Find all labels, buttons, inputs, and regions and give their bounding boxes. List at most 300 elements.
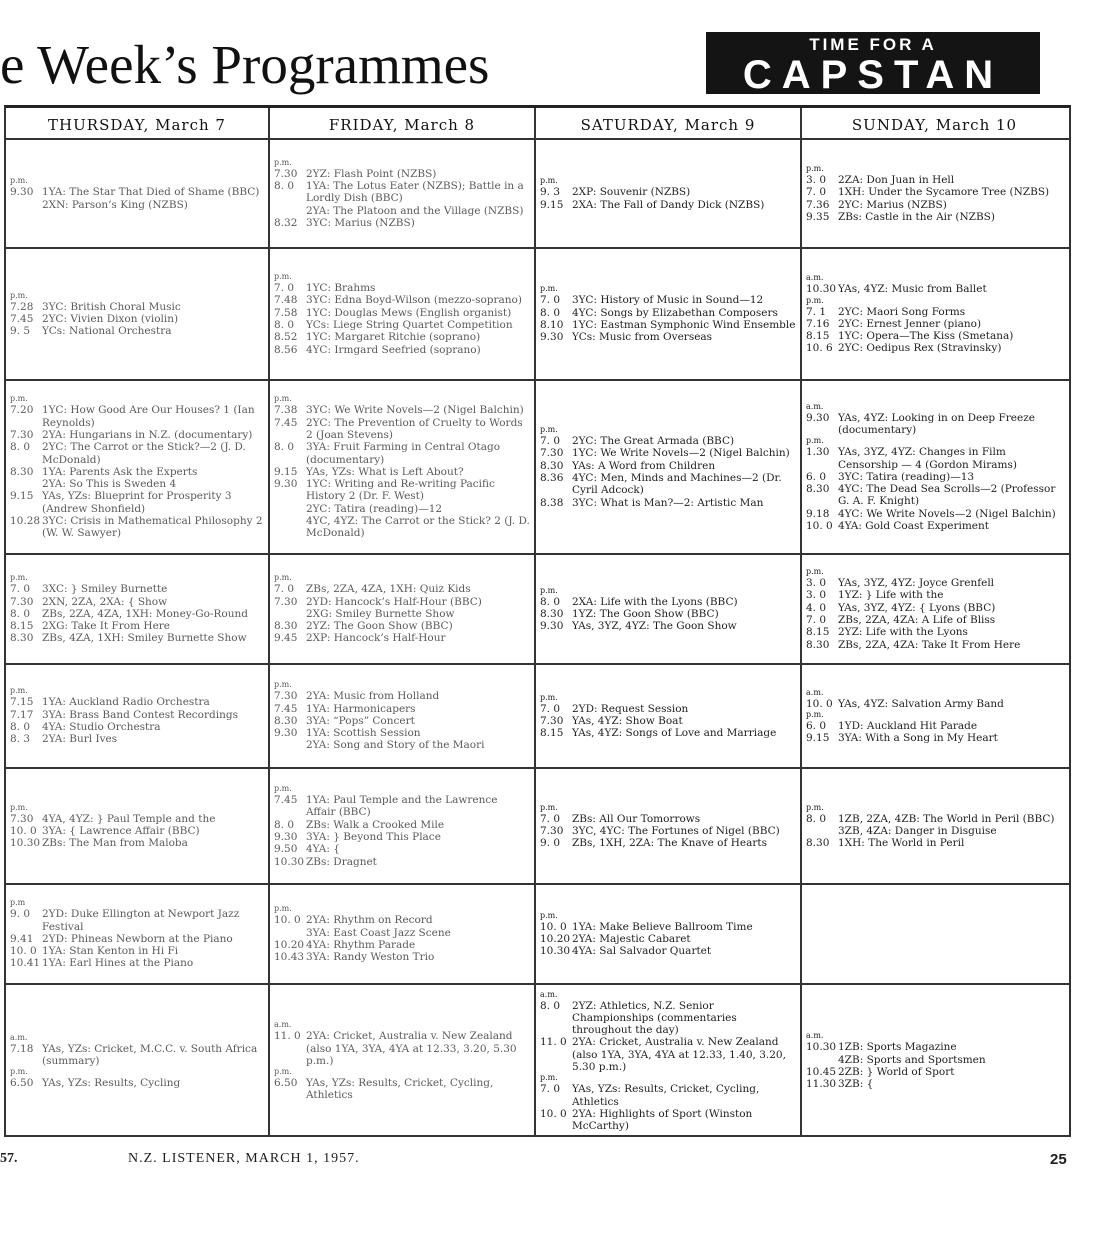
programme-entry	[10, 837, 264, 849]
programme-entry	[274, 331, 530, 343]
time-period-label: p.m.	[806, 567, 824, 577]
programme-entry	[806, 1066, 1063, 1078]
programme-cell	[270, 885, 534, 983]
programme-description: 2ZB: } World of Sport	[838, 1066, 955, 1078]
programme-entry	[10, 721, 264, 733]
programme-entry	[274, 404, 530, 416]
programme-time	[806, 825, 838, 837]
time-period-label: p.m.	[540, 585, 558, 595]
programme-description: 1YA: The Lotus Eater (NZBS); Battle in a Lordly Dish (BBC)	[306, 180, 524, 205]
programme-time	[274, 608, 306, 620]
programme-entry	[806, 602, 1063, 614]
programme-time: 8.38	[540, 496, 564, 509]
programme-description: 2YC: The Great Armada (BBC)	[572, 435, 735, 448]
programme-description: 4YA: {	[306, 843, 340, 856]
programme-time: 8.15	[540, 727, 564, 740]
programme-time: 7.30	[10, 595, 34, 608]
programme-entry	[10, 596, 264, 608]
programme-entry	[10, 478, 264, 490]
programme-entry	[806, 186, 1063, 198]
programme-entry	[806, 732, 1063, 744]
programme-description: 1XH: Under the Sycamore Tree (NZBS)	[838, 186, 1050, 199]
programme-entry	[10, 813, 264, 825]
programme-cell	[6, 665, 268, 767]
programme-description: 3XC: } Smiley Burnette	[42, 583, 168, 596]
programme-time: 10. 0	[806, 520, 833, 533]
programme-time: 9.18	[806, 507, 830, 520]
advert-brand: CAPSTAN	[742, 53, 1004, 97]
programme-entry	[540, 933, 796, 945]
programme-description: YAs, 3YZ, 4YZ: The Goon Show	[572, 620, 737, 633]
programme-time: 8.15	[806, 626, 830, 639]
programme-entry	[540, 715, 796, 727]
programme-time: 6. 0	[806, 719, 827, 732]
programme-cell	[536, 555, 800, 663]
programme-entry	[540, 921, 796, 933]
programme-description: 2XP: Souvenir (NZBS)	[572, 186, 691, 199]
programme-entry	[806, 283, 1063, 295]
programme-time: 10.30	[806, 1041, 837, 1054]
programme-description: 4YC: The Dead Sea Scrolls—2 (Professor G. A. F. Knight)	[838, 483, 1056, 508]
programme-entry	[10, 696, 264, 708]
programme-entry	[10, 186, 264, 198]
programme-cell	[536, 249, 800, 379]
programme-time: 9.15	[806, 732, 830, 745]
time-period-label: p.m.	[806, 295, 824, 305]
programme-entry	[540, 186, 796, 198]
programme-entry	[540, 1036, 796, 1073]
programme-time: 10.43	[274, 951, 305, 964]
programme-time: 10. 0	[540, 1107, 567, 1120]
programme-time: 7.30	[274, 167, 298, 180]
programme-description: ZBs, 2ZA, 4ZA: A Life of Bliss	[838, 614, 996, 626]
programme-time: 7.28	[10, 300, 34, 313]
programme-entry	[274, 180, 530, 205]
programme-time: 9. 0	[540, 837, 561, 850]
programme-entry	[274, 939, 530, 951]
programme-description: 2YD: Phineas Newborn at the Piano	[42, 932, 233, 945]
time-period-label: p.m.	[806, 709, 824, 719]
programme-entry	[274, 1077, 530, 1102]
programme-description: 1ZB: Sports Magazine	[838, 1041, 957, 1054]
time-period-label: a.m.	[806, 273, 824, 283]
programme-description: ZBs, 2ZA, 4ZA, 1XH: Money-Go-Round	[42, 607, 248, 620]
programme-description: 2ZA: Don Juan in Hell	[838, 173, 955, 186]
time-period-label: p.m.	[540, 1073, 558, 1083]
programme-time: 6. 0	[806, 470, 827, 483]
programme-time: 7.30	[540, 447, 564, 460]
programme-time: 8.56	[274, 343, 298, 356]
programme-description: 2YA: Hungarians in N.Z. (documentary)	[42, 428, 253, 441]
programme-time: 8. 0	[540, 306, 561, 319]
programme-cell	[6, 249, 268, 379]
programme-entry	[274, 727, 530, 739]
programme-time	[10, 199, 42, 211]
programme-entry	[10, 620, 264, 632]
programme-entry	[274, 596, 530, 608]
programme-cell	[270, 665, 534, 767]
programme-time: 3. 0	[806, 589, 827, 602]
programme-cell	[6, 381, 268, 553]
programme-entry	[10, 933, 264, 945]
programme-cell	[536, 381, 800, 553]
programme-time: 7.45	[10, 312, 34, 325]
programme-description: 1YZ: } Life with the	[838, 589, 944, 602]
programme-description: YAs, 4YZ: Songs of Love and Marriage	[572, 727, 777, 740]
programme-time: 9.41	[10, 932, 34, 945]
programme-time: 7. 0	[806, 614, 827, 626]
programme-cell	[6, 140, 268, 247]
programme-description: 2YZ: Life with the Lyons	[838, 626, 968, 639]
programme-entry	[274, 319, 530, 331]
programme-time: 8. 0	[540, 999, 561, 1012]
programme-time: 10.30	[274, 855, 305, 868]
programme-description: 3YC: Edna Boyd-Wilson (mezzo-soprano)	[306, 294, 522, 307]
programme-cell	[6, 769, 268, 883]
programme-time: 7.58	[274, 306, 298, 319]
programme-time: 8.30	[10, 465, 34, 478]
programme-description: 2XN: Parson’s King (NZBS)	[42, 198, 188, 211]
programme-time: 9.30	[806, 411, 830, 424]
programme-time: 9.45	[274, 632, 298, 645]
programme-description: 3YA: East Coast Jazz Scene	[306, 926, 451, 939]
programme-time: 9.30	[274, 831, 298, 843]
programme-entry	[10, 709, 264, 721]
time-period-label: p.m.	[540, 176, 558, 186]
programme-description: YCs: National Orchestra	[42, 325, 172, 338]
programme-description: 4YC: Irmgard Seefried (soprano)	[306, 343, 481, 356]
programme-cell	[802, 769, 1067, 883]
programme-time: 8.30	[274, 620, 298, 633]
programme-description: YAs, 4YZ: Salvation Army Band	[838, 697, 1004, 710]
programme-description: 2XG: Take It From Here	[42, 620, 171, 633]
programme-description: 2YZ: Athletics, N.Z. Senior Championships (commentaries throughout the day)	[572, 999, 737, 1037]
programme-time: 9.50	[274, 843, 298, 856]
programme-time: 7. 0	[806, 186, 827, 199]
programme-entry	[540, 813, 796, 825]
programme-entry	[274, 794, 530, 819]
programme-time: 9. 0	[10, 908, 31, 921]
programme-entry	[10, 733, 264, 745]
programme-cell	[802, 249, 1067, 379]
programme-time: 11. 0	[540, 1036, 567, 1049]
time-period-label: a.m.	[806, 401, 824, 411]
programme-time: 7.17	[10, 708, 34, 721]
programme-description: ZBs: Castle in the Air (NZBS)	[838, 210, 995, 223]
programme-entry	[274, 1030, 530, 1067]
programme-description: 1YA: Harmonicapers	[306, 702, 416, 715]
time-period-label: p.m.	[540, 910, 558, 920]
programme-cell	[536, 885, 800, 983]
time-period-label: p.m.	[806, 802, 824, 812]
programme-time: 10.20	[540, 932, 571, 945]
publication-line: N.Z. LISTENER, MARCH 1, 1957.	[128, 1151, 360, 1166]
programme-description: 3YA: Randy Weston Trio	[306, 951, 435, 964]
programme-cell	[270, 140, 534, 247]
programme-entry	[10, 441, 264, 466]
programme-description: YCs: Music from Overseas	[572, 331, 713, 344]
programme-description: 1YC: How Good Are Our Houses? 1 (Ian Reynolds)	[42, 404, 255, 429]
programme-description: 1YA: Stan Kenton in Hi Fi	[42, 945, 179, 958]
programme-entry	[274, 417, 530, 442]
programme-entry	[540, 460, 796, 472]
programme-entry	[540, 620, 796, 632]
programme-description: 2XA: The Fall of Dandy Dick (NZBS)	[572, 198, 765, 211]
programme-description: 4YC: Songs by Elizabethan Composers	[572, 306, 778, 319]
day-header: THURSDAY, March 7	[48, 116, 226, 134]
time-period-label: p.m.	[806, 163, 824, 173]
time-period-label: p.m.	[274, 680, 292, 690]
programme-time: 8.30	[540, 607, 564, 620]
time-period-label: p.m.	[274, 1067, 292, 1077]
programme-time	[274, 515, 306, 540]
programme-time: 7.38	[274, 404, 298, 417]
programme-entry	[274, 478, 530, 503]
programme-time	[274, 503, 306, 515]
programme-time: 10. 0	[10, 945, 37, 958]
programme-description: 3YA: } Beyond This Place	[306, 831, 441, 843]
programme-time: 7.30	[10, 428, 34, 441]
programme-entry	[274, 466, 530, 478]
programme-description: 2YA: Cricket, Australia v. New Zealand (also 1YA, 3YA, 4YA at 12.33, 3.20, 5.30 p.m.)	[306, 1030, 517, 1067]
programme-description: 2YA: The Platoon and the Village (NZBS)	[306, 204, 524, 217]
programme-entry	[274, 914, 530, 926]
programme-time	[274, 739, 306, 751]
programme-entry	[540, 596, 796, 608]
programme-entry	[10, 301, 264, 313]
programme-description: 3YC: We Write Novels—2 (Nigel Balchin)	[306, 404, 524, 417]
programme-time: 8.36	[540, 472, 564, 484]
programme-description: 2YC: Oedipus Rex (Stravinsky)	[838, 342, 1002, 355]
programme-entry	[540, 825, 796, 837]
programme-time: 10. 0	[806, 697, 833, 710]
programme-description: 1YC: We Write Novels—2 (Nigel Balchin)	[572, 447, 790, 460]
programme-entry	[540, 945, 796, 957]
programme-time: 8.30	[274, 714, 298, 727]
time-period-label: a.m.	[540, 989, 558, 999]
programme-time: 9.30	[10, 186, 34, 199]
programme-time: 8. 0	[806, 812, 827, 825]
programme-entry	[10, 490, 264, 515]
day-header: FRIDAY, March 8	[328, 116, 476, 134]
programme-time: 7.30	[540, 714, 564, 727]
programme-time: 10.30	[10, 837, 41, 850]
programme-entry	[10, 608, 264, 620]
programme-description: 1YC: Margaret Ritchie (soprano)	[306, 331, 481, 344]
programme-time: 9.30	[274, 478, 298, 491]
programme-description: YAs, YZs: Cricket, M.C.C. v. South Africa (summary)	[42, 1042, 258, 1067]
programme-entry	[540, 435, 796, 447]
programme-entry	[274, 294, 530, 306]
programme-time: 7.15	[10, 696, 34, 709]
programme-cell	[270, 769, 534, 883]
programme-entry	[274, 620, 530, 632]
programme-time: 10.28	[10, 515, 41, 528]
programme-entry	[806, 1054, 1063, 1066]
time-period-label: a.m.	[274, 1020, 292, 1030]
programme-description: 2XN, 2ZA, 2XA: { Show	[42, 595, 168, 608]
programme-description: 1YA: Earl Hines at the Piano	[42, 957, 194, 970]
programme-description: 4YA: Gold Coast Experiment	[838, 520, 989, 533]
time-period-label: p.m.	[274, 573, 292, 583]
time-period-label: p.m.	[274, 784, 292, 794]
programme-description: 1YA: Auckland Radio Orchestra	[42, 696, 210, 709]
programme-entry	[274, 583, 530, 595]
programme-time: 4. 0	[806, 601, 827, 614]
time-period-label: p.m.	[274, 157, 292, 167]
programme-time: 7.45	[274, 794, 298, 807]
programme-time: 10. 0	[274, 914, 301, 927]
time-period-label: p.m.	[10, 1067, 28, 1077]
time-period-label: p.m.	[10, 802, 28, 812]
programme-entry	[274, 819, 530, 831]
time-period-label: p.m.	[10, 176, 28, 186]
programme-entry	[806, 1078, 1063, 1090]
programme-time: 7. 0	[10, 583, 31, 596]
programme-entry	[10, 957, 264, 969]
programme-description: 1YC: Writing and Re-writing Pacific History 2 (Dr. F. West)	[306, 478, 495, 503]
programme-time: 7.45	[274, 702, 298, 715]
programme-time: 7. 0	[274, 282, 295, 295]
programme-entry	[274, 205, 530, 217]
programme-time	[806, 1054, 838, 1066]
programme-time: 10.20	[274, 939, 305, 951]
programme-description: YAs, 3YZ, 4YZ: Changes in Film Censorship — 4 (Gordon Mirams)	[838, 446, 1017, 471]
time-period-label: p.m.	[540, 425, 558, 435]
programme-entry	[274, 927, 530, 939]
programme-time: 10.30	[806, 283, 837, 296]
programme-time: 9.30	[274, 727, 298, 740]
programme-description: 2YA: Burl Ives	[42, 733, 118, 746]
programme-description: 1ZB, 2ZA, 4ZB: The World in Peril (BBC)	[838, 812, 1055, 825]
programme-entry	[274, 168, 530, 180]
programme-time: 7. 0	[540, 812, 561, 825]
programme-time: 7.20	[10, 404, 34, 417]
programme-entry	[274, 632, 530, 644]
programme-description: 2YA: So This is Sweden 4	[42, 478, 177, 491]
programme-entry	[540, 472, 796, 497]
programme-time: 3. 0	[806, 173, 827, 186]
programme-time: 7. 0	[540, 1083, 561, 1096]
programme-cell	[802, 555, 1067, 663]
programme-cell	[802, 381, 1067, 553]
programme-description: 2YA: Rhythm on Record	[306, 914, 433, 927]
programme-description: YAs, 3YZ, 4YZ: Joyce Grenfell	[838, 577, 995, 590]
programme-description: 2XA: Life with the Lyons (BBC)	[572, 595, 738, 608]
programme-entry	[10, 515, 264, 540]
time-period-label: p.m.	[274, 272, 292, 282]
programme-entry	[540, 1083, 796, 1108]
programme-description: 2YA: Cricket, Australia v. New Zealand (also 1YA, 3YA, 4YA at 12.33, 1.40, 3.20, 5.30 p.m.)	[572, 1036, 786, 1073]
programme-cell	[802, 140, 1067, 247]
programme-entry	[806, 199, 1063, 211]
programme-entry	[806, 211, 1063, 223]
programme-cell	[270, 249, 534, 379]
programme-entry	[806, 825, 1063, 837]
time-period-label: a.m.	[806, 1031, 824, 1041]
programme-entry	[10, 429, 264, 441]
programme-entry	[806, 342, 1063, 354]
programme-entry	[540, 1000, 796, 1037]
day-header: SUNDAY, March 10	[851, 116, 1018, 134]
programme-description: 2YC: Ernest Jenner (piano)	[838, 317, 982, 330]
programme-description: 1YA: Scottish Session	[306, 727, 421, 740]
programme-time: 11. 0	[274, 1030, 301, 1043]
footer-fragment: 57.	[0, 1151, 18, 1166]
programme-cell	[536, 985, 800, 1137]
programme-description: 1YD: Auckland Hit Parade	[838, 719, 978, 732]
programme-entry	[274, 690, 530, 702]
programme-entry	[540, 837, 796, 849]
programme-description: 1YA: Paul Temple and the Lawrence Affair (BBC)	[306, 794, 498, 819]
programme-time: 9. 5	[10, 325, 31, 338]
programme-description: 2YA: Highlights of Sport (Winston McCarthy)	[572, 1107, 753, 1133]
programme-entry	[540, 294, 796, 306]
programme-entry	[540, 727, 796, 739]
programme-description: 2XP: Hancock’s Half-Hour	[306, 632, 446, 645]
time-period-label: p.m	[10, 898, 26, 908]
programme-description: 2YA: Majestic Cabaret	[572, 932, 691, 945]
programme-entry	[10, 1077, 264, 1089]
programme-description: YAs, YZs: Results, Cricket, Cycling, Athletics	[306, 1077, 494, 1102]
programme-description: 3YC: Marius (NZBS)	[306, 216, 415, 229]
programme-description: YCs: Liege String Quartet Competition	[306, 319, 513, 331]
programme-entry	[540, 703, 796, 715]
programme-description: 3YA: Brass Band Contest Recordings	[42, 708, 238, 721]
programme-description: 2YD: Duke Ellington at Newport Jazz Festival	[42, 908, 240, 933]
programme-entry	[806, 471, 1063, 483]
programme-time: 7.16	[806, 317, 830, 330]
programme-entry	[274, 739, 530, 751]
programme-entry	[274, 344, 530, 356]
programme-entry	[540, 319, 796, 331]
programme-description: 1YC: Opera—The Kiss (Smetana)	[838, 330, 1014, 343]
programme-entry	[806, 483, 1063, 508]
programme-entry	[10, 466, 264, 478]
programme-description: 4YA: Rhythm Parade	[306, 939, 416, 951]
programme-description: 3YC: History of Music in Sound—12	[572, 294, 764, 307]
programme-entry	[540, 447, 796, 459]
programme-entry	[274, 217, 530, 229]
programme-time: 9.35	[806, 210, 830, 223]
programme-entry	[274, 715, 530, 727]
programme-entry	[274, 441, 530, 466]
programme-description: 3YA: Fruit Farming in Central Otago (documentary)	[306, 441, 501, 466]
programme-description: 3YA: { Lawrence Affair (BBC)	[42, 824, 200, 837]
programme-description: 2YC: Vivien Dixon (violin)	[42, 312, 179, 325]
programme-time: 8.30	[10, 632, 34, 645]
programme-time: 7.30	[274, 690, 298, 703]
programme-entry	[274, 831, 530, 843]
programme-entry	[274, 282, 530, 294]
programme-description: 2YC: The Carrot or the Stick?—2 (J. D. McDonald)	[42, 441, 246, 466]
programme-entry	[806, 520, 1063, 532]
time-period-label: p.m.	[10, 573, 28, 583]
programme-time: 9.15	[540, 198, 564, 211]
programme-cell	[802, 985, 1067, 1137]
advert-tagline: TIME FOR A	[809, 35, 937, 54]
programme-cell	[802, 885, 1067, 983]
time-period-label: a.m.	[10, 1032, 28, 1042]
programme-entry	[10, 632, 264, 644]
programme-description: ZBs: Walk a Crooked Mile	[306, 818, 445, 831]
programme-time: 7.30	[274, 595, 298, 608]
programme-time: 10. 0	[540, 920, 567, 933]
programme-description: YAs, 3YZ, 4YZ: { Lyons (BBC)	[838, 601, 996, 614]
programme-description: YAs: A Word from Children	[572, 459, 716, 472]
programme-description: 2YZ: The Goon Show (BBC)	[306, 620, 453, 633]
programme-description: YAs, YZs: Results, Cricket, Cycling, Athletics	[572, 1083, 760, 1108]
